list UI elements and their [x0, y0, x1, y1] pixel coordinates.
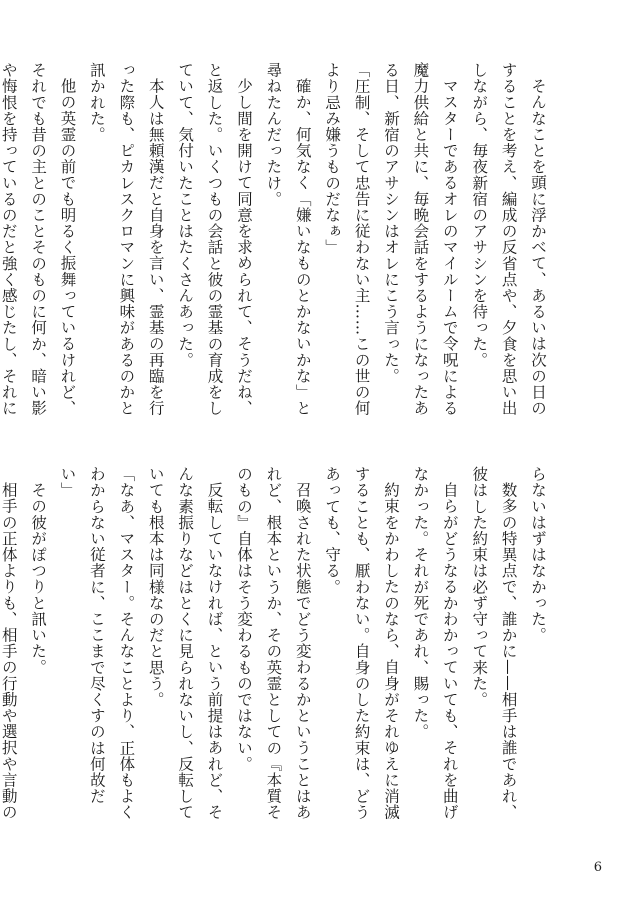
paragraph: 自らがどうなるかわかっていても、それを曲げなかった。それが死であれ、賜った。: [411, 466, 459, 820]
paragraph: 反転していなければ、という前提はあれど、そんな素振りなどはとくに見られないし、反転していても根本は同様なのだと思う。: [146, 466, 224, 821]
text-block-bottom: [0, 466, 552, 828]
paragraph: その彼がぽつりと訊いた。: [29, 481, 48, 675]
dialogue-line: 「圧制、そして忠告に従わない主……この世の何より忌み嫌うものだなぁ」: [323, 62, 371, 417]
text-block-top: [0, 62, 552, 424]
paragraph: 他の英霊の前でも明るく振舞っているけれど、それでも昔の主とのことそのものに何か、暗い影や悔恨を持っているのだと強く感じたし、それに: [0, 62, 77, 417]
paragraph: 本人は無頼漢だと自身を言い、霊基の再臨を行った際も、ピカレスクロマンに興味があるのかと訊かれた。: [87, 62, 165, 417]
paragraph-continued: らないはずはなかった。: [529, 466, 547, 644]
page-number: 6: [593, 860, 602, 875]
dialogue-line: 「なあ、マスター。そんなことより、正体もよくわからない従者に、ここまで尽くすのは何故だい」: [58, 466, 136, 821]
paragraph: マスターであるオレのマイルームで令呪による魔力供給と共に、毎晩会話をするようになったある日、新宿のアサシンはオレにこう言った。: [381, 62, 459, 417]
paragraph: 少し間を開けて同意を求められて、そうだね、と返した。いくつもの会話と彼の霊基の育成をしていて、気付いたことはたくさんあった。: [176, 62, 253, 417]
paragraph: 相手の正体よりも、相手の行動や選択や言動の: [0, 481, 18, 820]
paragraph: 確か、何気なく「嫌いなものとかないかな」と尋ねたんだったけ。: [264, 62, 312, 416]
paragraph: そんなことを頭に浮かべて、あるいは次の日のすることを考え、編成の反省点や、夕食を思い出しながら、毎夜新宿のアサシンを待った。: [470, 62, 547, 417]
paragraph: 約束をかわしたのなら、自身がそれゆえに消滅することも、厭わない。自身のした約束は、どうあっても、守る。: [323, 466, 400, 821]
paragraph: 召喚された状態でどう変わるかということはあれど、根本というか、その英霊としての『本質そのもの』自体はそう変わるものではない。: [234, 466, 312, 821]
paragraph: 数多の特異点で、誰かに——相手は誰であれ、彼はした約束は必ず守って来た。: [470, 466, 518, 820]
